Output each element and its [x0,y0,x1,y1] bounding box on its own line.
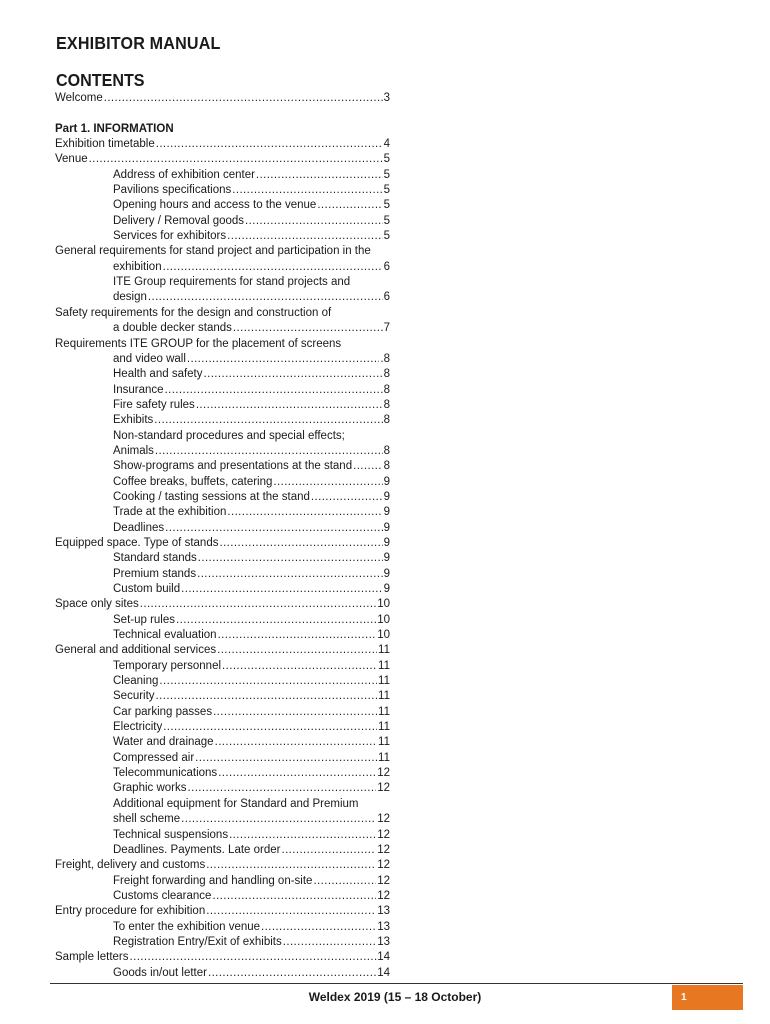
toc-entry[interactable] [55,551,390,566]
toc-dot-leader [195,751,377,766]
toc-entry[interactable] [55,152,390,167]
toc-entry-title: Premium stands [113,567,197,580]
toc-page-number: 6 [383,260,390,273]
toc-dot-leader [198,551,383,566]
toc-page-number: 5 [383,168,390,181]
toc-entry[interactable] [55,198,390,213]
toc-entry-title: Standard stands [113,552,197,565]
toc-page-number: 11 [378,659,390,672]
toc-entry[interactable] [55,628,390,643]
toc-entry-title: Temporary personnel [113,659,222,672]
toc-entry-title: and video wall [113,352,186,365]
toc-dot-leader [156,689,378,704]
toc-entry-title: Sample letters [55,951,129,964]
toc-page-number: 8 [383,368,390,381]
toc-entry-title: Venue [55,153,88,166]
toc-entry[interactable] [55,536,390,551]
toc-page-number: 11 [378,644,390,657]
toc-entry[interactable] [55,828,390,843]
toc-entry[interactable] [55,352,390,367]
toc-dot-leader [229,828,376,843]
toc-entry[interactable] [55,874,390,889]
toc-page-number: 11 [378,675,390,688]
toc-dot-leader [165,383,383,398]
toc-entry[interactable] [55,674,390,689]
toc-entry[interactable] [55,751,390,766]
toc-dot-leader [148,290,383,305]
toc-entry[interactable] [55,337,390,352]
toc-dot-leader [212,889,376,904]
toc-entry-title: Freight, delivery and customs [55,859,206,872]
toc-entry[interactable] [55,613,390,628]
toc-dot-leader [313,874,376,889]
toc-entry-title: Trade at the exhibition [113,506,227,519]
toc-dot-leader [156,137,383,152]
toc-page-number: 13 [377,905,390,918]
toc-entry-title: Address of exhibition center [113,168,255,181]
toc-dot-leader [163,260,383,275]
toc-entry[interactable] [55,168,390,183]
toc-entry[interactable] [55,766,390,781]
toc-dot-leader [273,475,382,490]
toc-page-number: 11 [378,751,390,764]
toc-entry[interactable] [55,429,390,444]
toc-entry[interactable] [55,720,390,735]
toc-entry[interactable] [55,521,390,536]
toc-page-number: 12 [377,828,390,841]
toc-entry[interactable] [55,597,390,612]
toc-entry[interactable] [55,137,390,152]
toc-entry-title: a double decker stands [113,322,232,335]
toc-entry[interactable] [55,567,390,582]
toc-entry-title: Space only sites [55,598,139,611]
toc-page-number: 11 [378,736,390,749]
toc-dot-leader [311,490,383,505]
toc-entry-title: Animals [113,444,154,457]
toc-dot-leader [222,659,377,674]
toc-entry-title: Delivery / Removal goods [113,214,245,227]
toc-dot-leader [206,904,376,919]
toc-dot-leader [317,198,382,213]
toc-dot-leader [206,858,376,873]
toc-dot-leader [245,214,383,229]
toc-entry-title: Deadlines [113,521,165,534]
toc-entry-title: Cooking / tasting sessions at the stand [113,490,310,503]
toc-entry-title: Exhibits [113,414,154,427]
toc-page-number: 12 [377,767,390,780]
toc-entry-title: Opening hours and access to the venue [113,199,317,212]
toc-entry[interactable] [55,290,390,305]
toc-entry[interactable] [55,321,390,336]
toc-page-number: 5 [383,230,390,243]
footer-event-label: Weldex 2019 (15 – 18 October) [308,990,482,1004]
toc-page-number: 8 [383,414,390,427]
toc-page-number: 5 [383,153,390,166]
toc-entry-title: General and additional services [55,644,217,657]
toc-entry-title: Part 1. INFORMATION [55,122,174,135]
toc-dot-leader [165,521,382,536]
toc-dot-leader [283,935,376,950]
toc-entry-title: Technical suspensions [113,828,229,841]
toc-spacer [55,106,390,121]
toc-entry[interactable] [55,920,390,935]
toc-page-number: 5 [383,214,390,227]
footer-divider [50,983,743,984]
toc-entry-title: Exhibition timetable [55,138,155,151]
toc-dot-leader [218,766,376,781]
toc-dot-leader [215,735,377,750]
toc-dot-leader [227,229,382,244]
toc-entry-title: Electricity [113,721,163,734]
page-number-badge: 1 [672,985,743,1010]
toc-page-number: 4 [383,138,390,151]
toc-entry[interactable] [55,306,390,321]
toc-entry-title: Non-standard procedures and special effects; [113,429,345,442]
toc-page-number: 9 [383,475,390,488]
toc-page-number: 8 [383,398,390,411]
toc-dot-leader [353,459,383,474]
toc-entry[interactable] [55,275,390,290]
toc-entry[interactable] [55,367,390,382]
toc-entry-title: To enter the exhibition venue [113,920,261,933]
toc-page-number: 9 [383,536,390,549]
toc-entry-title: Entry procedure for exhibition [55,905,206,918]
toc-entry-title: General requirements for stand project and participation in the [55,245,371,258]
toc-entry[interactable] [55,91,390,106]
toc-entry[interactable] [55,735,390,750]
toc-entry[interactable] [55,950,390,965]
toc-page-number: 10 [377,598,390,611]
toc-page-number: 14 [377,966,390,979]
toc-dot-leader [140,597,376,612]
toc-page-number: 12 [377,874,390,887]
toc-entry[interactable] [55,659,390,674]
toc-entry-title: Registration Entry/Exit of exhibits [113,935,282,948]
toc-page-number: 13 [377,920,390,933]
toc-entry-title: Insurance [113,383,164,396]
toc-dot-leader [233,321,379,336]
toc-entry-title: Custom build [113,583,181,595]
toc-dot-leader [187,352,380,367]
toc-entry[interactable] [55,229,390,244]
toc-dot-leader [217,643,377,658]
toc-entry[interactable] [55,643,390,658]
toc-entry-title: Compressed air [113,751,195,764]
toc-entry-title: Cleaning [113,675,159,688]
toc-entry[interactable] [55,183,390,198]
toc-entry[interactable] [55,843,390,858]
toc-dot-leader [196,398,383,413]
toc-dot-leader [154,413,382,428]
toc-entry-title: Welcome [55,92,103,104]
toc-page-number: 11 [378,721,390,734]
toc-dot-leader [197,567,383,582]
contents-heading: CONTENTS [56,70,145,90]
toc-entry-title: Set-up rules [113,613,176,626]
toc-dot-leader [227,505,382,520]
toc-entry[interactable] [55,797,390,812]
toc-dot-leader [218,628,377,643]
toc-page-number: 6 [383,291,390,304]
toc-entry[interactable] [55,444,390,459]
toc-dot-leader [281,843,376,858]
toc-page-number: 8 [383,383,390,396]
toc-entry-title: Equipped space. Type of stands [55,536,219,549]
toc-entry-title: Health and safety [113,368,203,381]
toc-dot-leader [208,966,376,981]
toc-entry[interactable] [55,966,390,981]
toc-dot-leader [188,781,377,796]
toc-page-number: 5 [383,184,390,197]
toc-dot-leader [261,920,376,935]
table-of-contents [55,91,390,981]
toc-entry[interactable] [55,689,390,704]
toc-entry[interactable] [55,781,390,796]
toc-entry[interactable] [55,858,390,873]
toc-entry-title: Car parking passes [113,705,213,718]
toc-entry-title: Services for exhibitors [113,230,227,243]
toc-entry-title: shell scheme [113,813,181,826]
toc-entry-title: design [113,291,147,304]
toc-entry[interactable] [55,490,390,505]
toc-page-number: 11 [378,690,390,703]
toc-entry[interactable] [55,122,390,137]
toc-entry-title: Safety requirements for the design and construction of [55,306,332,319]
toc-page-number: 9 [383,506,390,519]
toc-page-number: 12 [377,859,390,872]
toc-dot-leader [104,91,383,106]
toc-dot-leader [163,720,377,735]
toc-entry[interactable] [55,475,390,490]
toc-entry[interactable] [55,398,390,413]
toc-page-number: .7 [380,322,390,335]
toc-entry[interactable] [55,214,390,229]
toc-dot-leader [89,152,383,167]
toc-entry-title: Security [113,690,155,703]
toc-page-number: 8 [383,444,390,457]
toc-page-number: .8 [380,352,390,365]
toc-page-number: 12 [377,813,390,826]
toc-page-number: 12 [377,889,390,902]
toc-dot-leader [181,812,376,827]
toc-entry-title: Water and drainage [113,736,214,749]
toc-entry-title: Deadlines. Payments. Late order [113,843,281,856]
toc-entry[interactable] [55,459,390,474]
toc-entry[interactable] [55,582,390,597]
toc-dot-leader [181,582,382,597]
toc-entry-title: Additional equipment for Standard and Premium [113,797,359,810]
toc-dot-leader [219,536,382,551]
toc-entry-title: Technical evaluation [113,629,217,642]
toc-dot-leader [130,950,373,965]
toc-entry-title: Freight forwarding and handling on-site [113,874,313,887]
toc-dot-leader [176,613,376,628]
toc-page-number: 12 [377,782,390,795]
toc-entry-title: Telecommunications [113,767,218,780]
toc-entry-title: Fire safety rules [113,398,195,411]
toc-entry[interactable] [55,413,390,428]
toc-entry-title: exhibition [113,260,162,273]
toc-page-number: 9 [383,490,390,503]
toc-entry-title: Pavilions specifications [113,184,232,197]
toc-page-number: 10 [377,629,390,642]
toc-entry-title: Graphic works [113,782,187,795]
toc-entry-title: Coffee breaks, buffets, catering [113,475,273,488]
manual-title: EXHIBITOR MANUAL [56,33,221,53]
toc-page-number: 9 [383,583,390,595]
toc-entry[interactable] [55,383,390,398]
toc-entry[interactable] [55,889,390,904]
toc-entry[interactable] [55,244,390,259]
toc-dot-leader [256,168,383,183]
toc-entry[interactable] [55,904,390,919]
toc-dot-leader [213,705,377,720]
toc-page-number: 9 [383,552,390,565]
toc-entry[interactable] [55,505,390,520]
toc-page-number: 8 [383,460,390,473]
toc-page-number: 3 [383,92,390,104]
toc-entry[interactable] [55,705,390,720]
toc-page-number: 12 [377,843,390,856]
toc-page-number: 5 [383,199,390,212]
toc-dot-leader [204,367,383,382]
toc-dot-leader [155,444,383,459]
toc-page-number: .14 [374,951,390,964]
toc-page-number: 13 [377,935,390,948]
toc-page-number: 11 [378,705,390,718]
toc-entry-title: Requirements ITE GROUP for the placement of screens [55,337,342,350]
toc-page-number: 9 [383,567,390,580]
toc-entry-title: ITE Group requirements for stand projects and [113,276,351,289]
toc-dot-leader [232,183,382,198]
toc-page-number: 10 [377,613,390,626]
toc-entry[interactable] [55,260,390,275]
toc-entry-title: Show-programs and presentations at the stand [113,460,353,473]
toc-entry-title: Customs clearance [113,889,212,902]
toc-entry[interactable] [55,935,390,950]
toc-entry[interactable] [55,812,390,827]
toc-entry-title: Goods in/out letter [113,966,207,979]
toc-page-number: 9 [383,521,390,534]
toc-dot-leader [159,674,377,689]
